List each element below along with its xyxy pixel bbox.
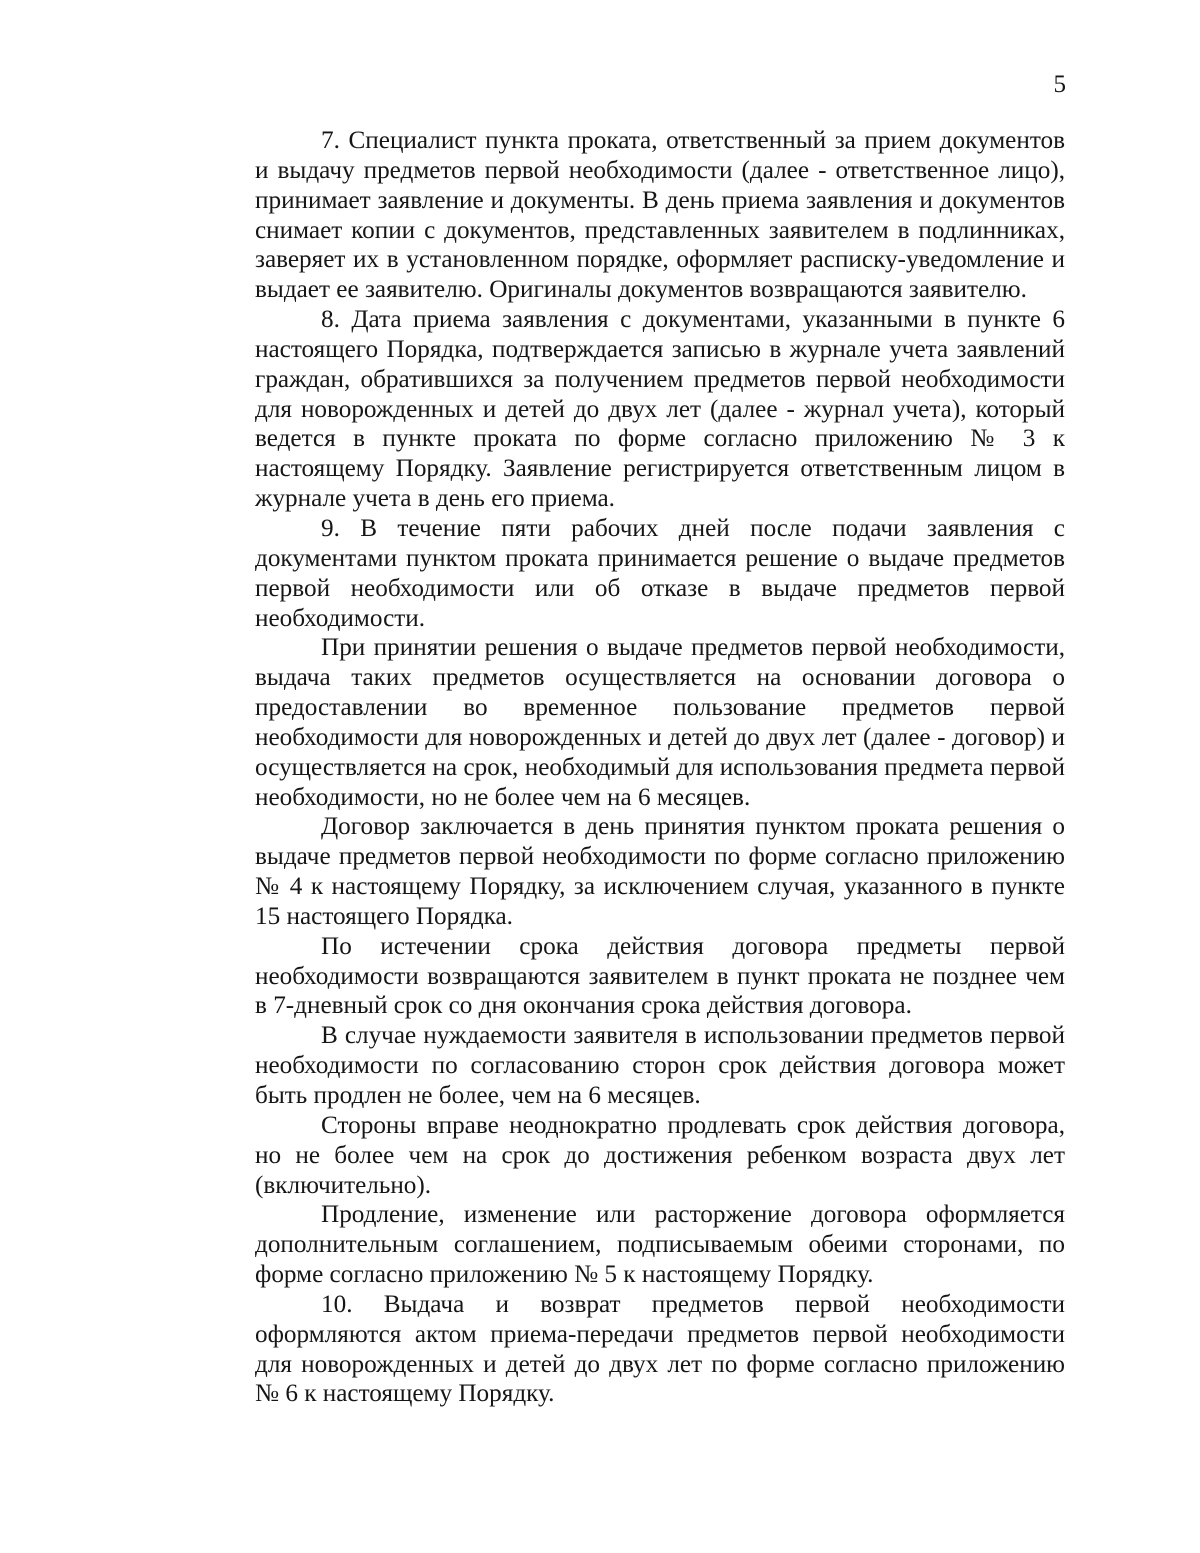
paragraph-item-8: 8. Дата приема заявления с документами, указанными в пункте 6 настоящего Порядка, подтверждается записью в журнале учета заявлений граждан, обратившихся за получением предметов первой необходимости для новорожденных и детей до двух лет (далее - журнал учета), который ведется в пункте проката по форме согласно приложению № 3 к настоящему Порядку. Заявление регистрируется ответственным лицом в журнале учета в день его приема. [255,306,1065,513]
paragraph-item-9: 9. В течение пяти рабочих дней после подачи заявления с документами пунктом проката принимается решение о выдаче предметов первой необходимости или об отказе в выдаче предметов первой необходимости. [255,514,1065,632]
page-number: 5 [1053,71,1066,98]
paragraph-contract-extension: В случае нуждаемости заявителя в использовании предметов первой необходимости по согласованию сторон срок действия договора может быть продлен не более, чем на 6 месяцев. [255,1022,1065,1109]
paragraph-item-10: 10. Выдача и возврат предметов первой необходимости оформляются актом приема-передачи предметов первой необходимости для новорожденных и детей до двух лет по форме согласно приложению № 6 к настоящему Порядку. [255,1290,1065,1408]
paragraph-decision: При принятии решения о выдаче предметов первой необходимости, выдача таких предметов осуществляется на основании договора о предоставлении во временное пользование предметов первой необходимости для новорожденных и детей до двух лет (далее - договор) и осуществляется на срок, необходимый для использования предмета первой необходимости, но не более чем на 6 месяцев. [255,634,1065,811]
paragraph-contract-expiry: По истечении срока действия договора предметы первой необходимости возвращаются заявителем в пункт проката не позднее чем в 7-дневный срок со дня окончания срока действия договора. [255,932,1065,1020]
paragraph-contract-conclusion: Договор заключается в день принятия пунктом проката решения о выдаче предметов первой необходимости по форме согласно приложению № 4 к настоящему Порядку, за исключением случая, указанного в пункте 15 настоящего Порядка. [255,813,1065,930]
document-body [255,126,1065,1409]
paragraph-item-7: 7. Специалист пункта проката, ответственный за прием документов и выдачу предметов первой необходимости (далее - ответственное лицо), принимает заявление и документы. В день приема заявления и документов снимает копии с документов, представленных заявителем в подлинниках, заверяет их в установленном порядке, оформляет расписку-уведомление и выдает ее заявителю. Оригиналы документов возвращаются заявителю. [255,127,1065,304]
paragraph-repeated-extension: Стороны вправе неоднократно продлевать срок действия договора, но не более чем на срок до достижения ребенком возраста двух лет (включительно). [255,1111,1065,1199]
paragraph-contract-amendment: Продление, изменение или расторжение договора оформляется дополнительным соглашением, подписываемым обеими сторонами, по форме согласно приложению № 5 к настоящему Порядку. [255,1201,1065,1289]
